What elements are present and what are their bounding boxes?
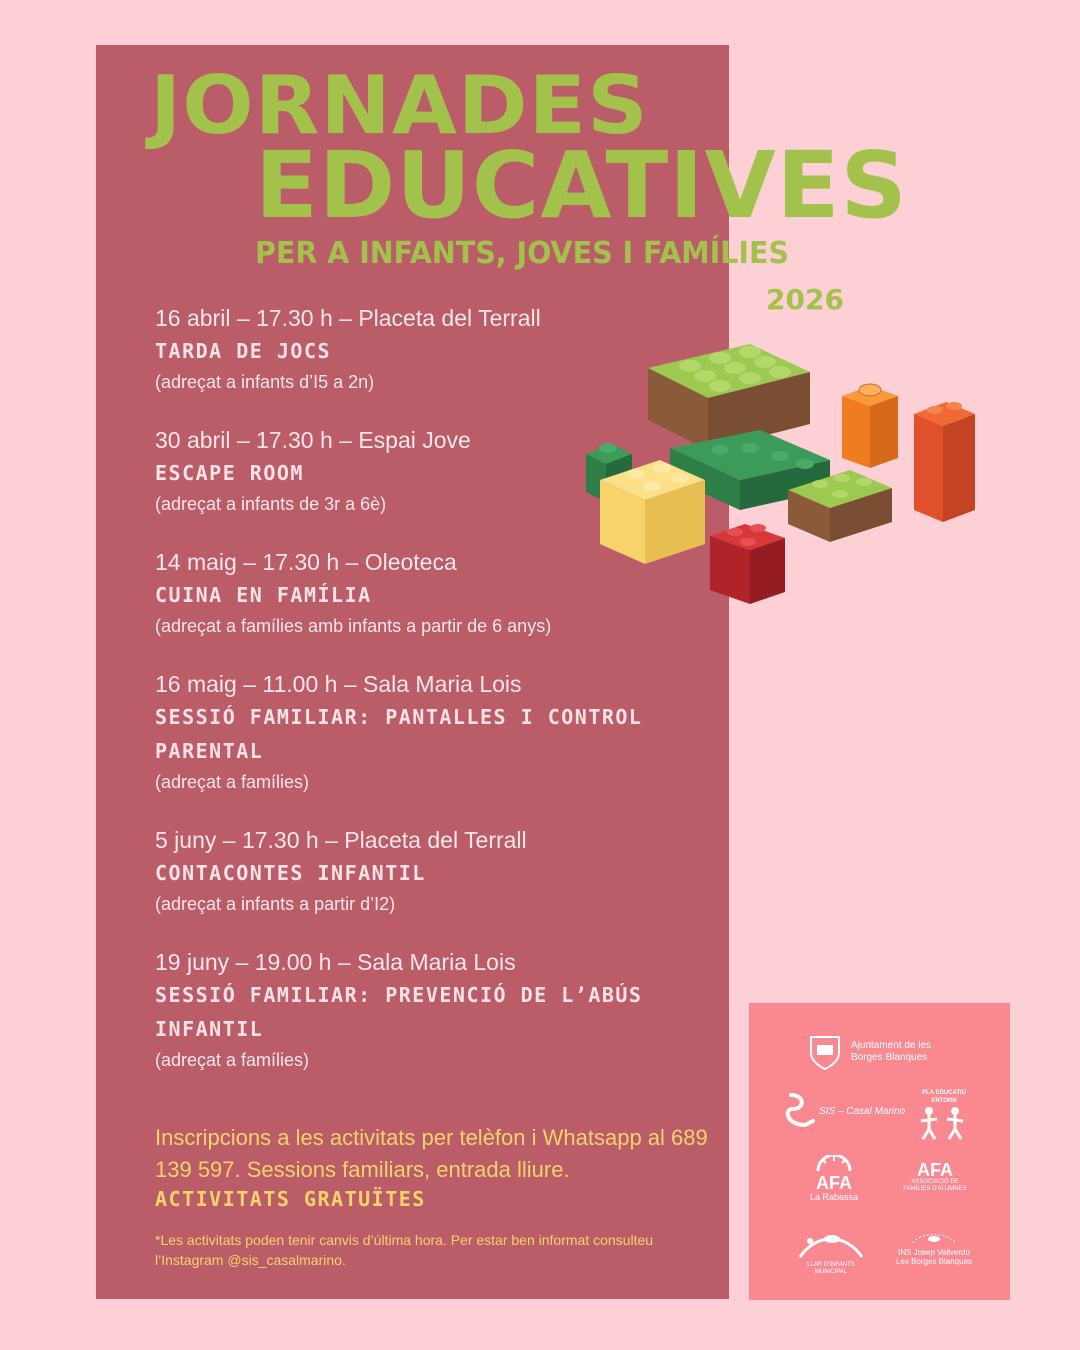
children-icon [917, 1105, 971, 1143]
logo-sis-label: SIS – Casal Marino [819, 1105, 906, 1117]
event-item [155, 668, 715, 796]
logo-afa-associacio [897, 1161, 973, 1193]
event-date-place: 16 maig – 11.00 h – Sala Maria Lois [155, 671, 522, 697]
title-line-2: EDUCATIVES [255, 132, 908, 239]
event-date-place: 5 juny – 17.30 h – Placeta del Terrall [155, 827, 527, 853]
sun-icon [814, 1155, 854, 1171]
brick-orange-red [914, 402, 975, 522]
event-list [155, 302, 715, 1102]
logo-afa1-label: AFA [816, 1173, 852, 1193]
free-activities-label: ACTIVITATS GRATUÏTES [155, 1187, 426, 1211]
logo-afa1-sub: La Rabassa [809, 1192, 859, 1202]
brick-red [710, 524, 785, 604]
year: 2026 [766, 283, 844, 316]
worm-icon [785, 1091, 815, 1131]
event-item [155, 824, 715, 918]
event-item [155, 946, 715, 1074]
logo-llar-label: LLAR D'INFANTS MUNICIPAL [807, 1262, 855, 1275]
event-name: ESCAPE ROOM [155, 461, 304, 485]
logo-ajuntament [807, 1033, 997, 1071]
event-item [155, 424, 715, 518]
logo-pla-label: PLA EDUCATIU ENTORN [922, 1090, 966, 1104]
event-audience: (adreçat a famílies amb infants a partir de 6 anys) [155, 616, 552, 636]
subtitle: PER A INFANTS, JOVES I FAMÍLIES [255, 236, 790, 271]
logo-llar-infants [794, 1229, 868, 1276]
disclaimer: *Les activitats poden tenir canvis d’última hora. Per estar ben informat consulteu l’Instagram @sis_casalmarino. [155, 1232, 654, 1268]
event-audience: (adreçat a infants d’I5 a 2n) [155, 372, 375, 392]
event-audience: (adreçat a famílies) [155, 1050, 310, 1070]
event-audience: (adreçat a infants de 3r a 6è) [155, 494, 387, 514]
event-date-place: 14 maig – 17.30 h – Oleoteca [155, 549, 457, 575]
event-audience: (adreçat a famílies) [155, 772, 310, 792]
event-name: SESSIÓ FAMILIAR: PANTALLES I CONTROL PARENTAL [155, 705, 643, 763]
sponsor-logos-panel [749, 1003, 1010, 1300]
shield-icon [807, 1033, 843, 1071]
ins-emblem-icon [909, 1229, 959, 1245]
event-name: CUINA EN FAMÍLIA [155, 583, 372, 607]
logo-afa2-label: AFA [917, 1160, 953, 1180]
event-date-place: 16 abril – 17.30 h – Placeta del Terrall [155, 305, 541, 331]
event-name: CONTACONTES INFANTIL [155, 861, 426, 885]
logo-afa2-sub: ASSOCIACIÓ DE FAMÍLIES D'ALUMNES [903, 1179, 967, 1192]
event-audience: (adreçat a infants a partir d’I2) [155, 894, 396, 914]
event-item [155, 546, 715, 640]
logo-pla-entorn [914, 1089, 974, 1146]
event-date-place: 19 juny – 19.00 h – Sala Maria Lois [155, 949, 516, 975]
registration-info: Inscripcions a les activitats per telèfon i Whatsapp al 689 139 597. Sessions familiars, entrada lliure. [155, 1125, 708, 1182]
title-line-1: JORNADES [150, 59, 649, 152]
brick-orange [842, 384, 898, 468]
logo-ins-label: INS Josep Vallverdú Les Borges Blanques [895, 1248, 973, 1266]
event-date-place: 30 abril – 17.30 h – Espai Jove [155, 427, 471, 453]
logo-afa-rabassa [804, 1155, 864, 1203]
logo-ajuntament-label: Ajuntament de les Borges Blanques [851, 1040, 932, 1063]
logo-ins [894, 1229, 974, 1266]
hill-icon [796, 1229, 866, 1259]
logo-sis [785, 1091, 905, 1131]
event-item [155, 302, 715, 396]
event-name: TARDA DE JOCS [155, 339, 332, 363]
event-name: SESSIÓ FAMILIAR: PREVENCIÓ DE L’ABÚS INFANTIL [155, 983, 643, 1041]
